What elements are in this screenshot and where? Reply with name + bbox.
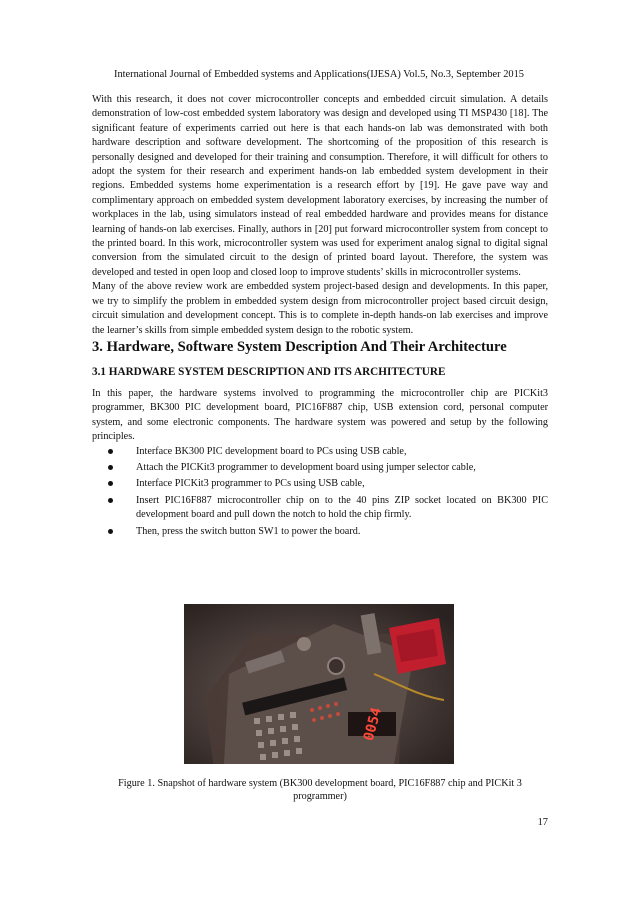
bullet-item bbox=[92, 477, 548, 491]
bullet-icon bbox=[108, 529, 113, 534]
hardware-photo bbox=[184, 604, 454, 764]
bullet-text: Then, press the switch button SW1 to power the board. bbox=[136, 525, 361, 537]
power-jack bbox=[297, 637, 311, 651]
paragraph-hardware: In this paper, the hardware systems involved to programming the microcontroller chip are PICKit3 programmer, BK300 PIC development board, PIC16F887 chip, USB extension cord, personal computer system, and some electronic components. The hardware system was powered and setup by the following principles. bbox=[92, 387, 548, 443]
bullet-item bbox=[92, 445, 548, 459]
bullet-icon bbox=[108, 449, 113, 454]
buzzer bbox=[328, 658, 344, 674]
bullet-item bbox=[92, 525, 548, 539]
section-heading: 3. Hardware, Software System Description And Their Architecture bbox=[92, 338, 507, 355]
bullet-icon bbox=[108, 481, 113, 486]
bullet-text: Insert PIC16F887 microcontroller chip on to the 40 pins ZIP socket located on BK300 PIC development board and pull down the notch to hold the chip firmly. bbox=[136, 494, 548, 521]
bullet-text: Attach the PICKit3 programmer to development board using jumper selector cable, bbox=[136, 461, 476, 473]
bullet-icon bbox=[108, 498, 113, 503]
figure-caption: Figure 1. Snapshot of hardware system (BK300 development board, PIC16F887 chip and PICKit 3 programmer) bbox=[118, 778, 522, 802]
display-digits: 0054 bbox=[360, 705, 386, 743]
bullet-text: Interface BK300 PIC development board to PCs using USB cable, bbox=[136, 445, 407, 457]
paragraph-review-2: Many of the above review work are embedded system project-based design and developments. In this paper, we try to simplify the problem in embedded system design from microcontroller project based circuit design, circuit simulation and development concept. This is to complete in-depth hands-on lab exercises and improve the learner’s skills from simple embedded system design to the robotic system. bbox=[92, 281, 548, 336]
running-head: International Journal of Embedded systems and Applications(IJESA) Vol.5, No.3, September 2015 bbox=[114, 69, 524, 80]
bullet-item bbox=[92, 461, 548, 475]
setup-bullet-list bbox=[92, 445, 548, 539]
bullet-text: Interface PICKit3 programmer to PCs using USB cable, bbox=[136, 478, 365, 490]
subsection-heading: 3.1 HARDWARE SYSTEM DESCRIPTION AND ITS ARCHITECTURE bbox=[92, 365, 446, 378]
bullet-icon bbox=[108, 465, 113, 470]
paragraph-review-1: With this research, it does not cover microcontroller concepts and embedded circuit simulation. A details demonstration of low-cost embedded system laboratory was design and developed using TI MSP430 [18]. The significant feature of experiments carried out here is that each hands-on lab was demonstrated with both hardware description and software development. The shortcoming of the proposition of this research is personally designed and developed for their training and consumption. Therefore, it will difficult for others to adopt the system for their research and experiment hands-on lab embedded system development in their regions. Embedded systems home experimentation is a research effort by [19]. He gave pave way and complimentary approach on embedded system development laboratory exercises, by increasing the number of workplaces in the lab, using simulators instead of real embedded hardware and provides means for distance learning of hands-on lab exercises. Finally, authors in [20] put forward microcontroller system from concept to the printed board. In this work, microcontroller system was used for experiment analog signal to digital signal conversion from the simulated circuit to the design of printed board layout. Therefore, the system was developed and tested in open loop and closed loop to improve students’ skills in microcontroller systems. bbox=[92, 94, 548, 278]
body-text bbox=[92, 93, 548, 541]
hardware-photo-illustration bbox=[184, 604, 454, 764]
bullet-item bbox=[92, 494, 548, 523]
page-number: 17 bbox=[537, 817, 548, 828]
